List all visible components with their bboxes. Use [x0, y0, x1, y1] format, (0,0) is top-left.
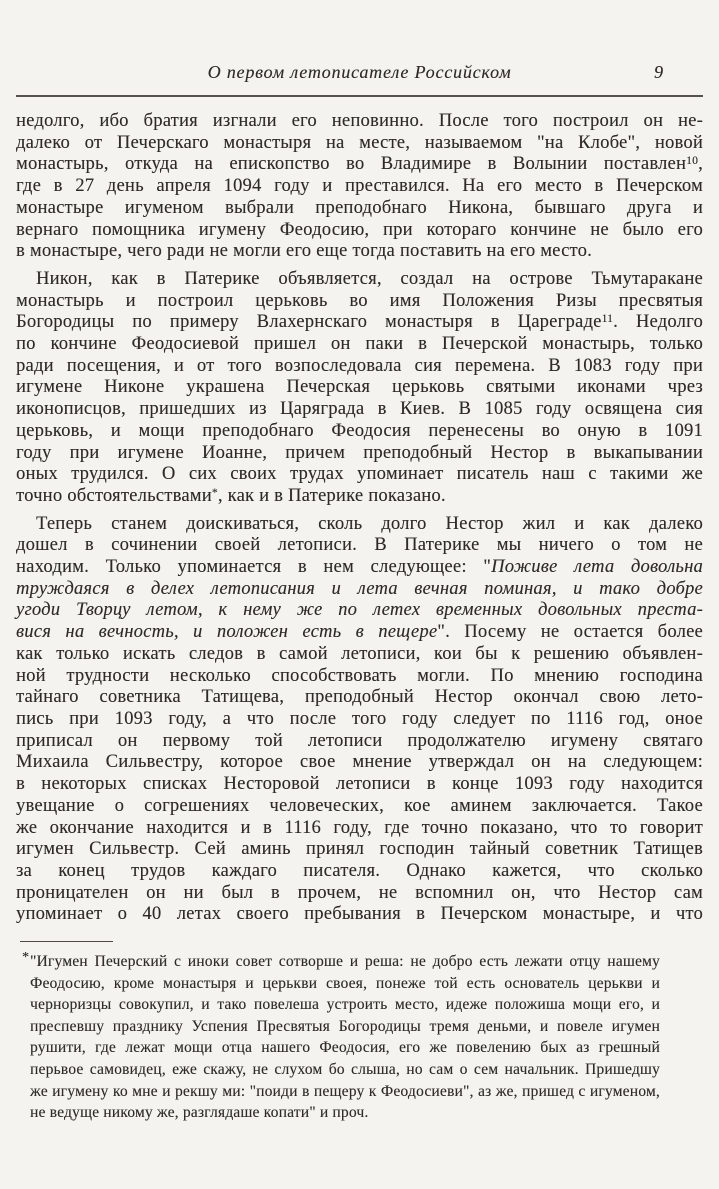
text-line	[16, 198, 703, 220]
text-segment: недолго, ибо братия изгнали его неповинно. После того построил он не-	[16, 111, 703, 131]
text-segment: монастыре игуменом выбрали преподобнаго Никона, бывшаго друга и	[16, 197, 703, 218]
text-segment: монастырь, откуда на епископство во Владимире в Волынии поставлен	[16, 154, 687, 175]
text-segment: ,	[698, 154, 703, 175]
text-line	[16, 709, 703, 731]
footnote-line: черноризцы совокупил, и тако повелеша устроить место, идеже положиша мощи его, и	[30, 996, 660, 1014]
text-line	[16, 644, 703, 666]
superscript-reference: 11	[601, 313, 614, 326]
page-header	[16, 58, 703, 86]
text-line	[16, 687, 703, 709]
text-line	[16, 774, 703, 796]
text-segment: Михаила Сильвестру, которое свое мнение утверждал он на следующем:	[16, 752, 703, 773]
text-segment: где в 27 день апреля 1094 году и преставился. На его место в Печерском	[16, 176, 703, 197]
text-segment: игумене Никоне украшена Печерская церьковь святыми иконами чрез	[16, 377, 703, 398]
text-segment: . Недолго	[613, 312, 704, 333]
text-line	[16, 883, 703, 905]
text-line	[16, 557, 703, 579]
text-segment: церьковь, и мощи преподобнаго Феодосия перенесены во оную в 1091	[16, 420, 703, 441]
footnote-rule	[20, 941, 113, 942]
text-segment: как только искать следов в самой летописи, кои бы к решению объявлен-	[16, 643, 703, 664]
text-line	[16, 176, 703, 198]
text-line	[16, 421, 703, 443]
footnote-line: преспевшу празднику Успения Пресвятыя Богородицы тремя деньми, и повеле игумен	[30, 1017, 660, 1035]
text-line	[16, 796, 703, 818]
text-segment: по кончине Феодосиевой пришел он паки в Печерской монастырь, только	[16, 334, 703, 355]
text-line	[16, 839, 703, 861]
text-line	[16, 535, 703, 557]
text-segment: дошел в сочинении своей летописи. В Патерике мы ничего о том не	[16, 535, 703, 556]
footnote-line: рушити, где лежат мощи отца нашего Феодосия, его же повелению бых аз грешный	[30, 1039, 660, 1057]
footnote	[22, 950, 660, 1124]
text-segment: иконописцов, пришедших из Царяграда в Киев. В 1085 году освящена сия	[16, 399, 703, 420]
text-segment: угоди Творцу летом, к нему же по летех временных довольных преста-	[16, 600, 703, 621]
superscript-reference: *	[211, 486, 218, 499]
text-line	[16, 904, 703, 926]
text-segment: в монастыре, чего ради не могли его еще тогда поставить на его место.	[16, 241, 593, 262]
text-line	[16, 818, 703, 840]
text-line	[16, 622, 703, 644]
paragraph	[16, 514, 703, 926]
superscript-reference: 10	[686, 155, 699, 168]
text-segment: ради посещения, и от того возпоследовала сия перемена. В 1083 году при	[16, 355, 703, 376]
header-rule	[16, 95, 703, 97]
text-line	[16, 269, 703, 291]
text-segment: находим. Только упоминается в нем следующее: "	[16, 557, 492, 578]
text-line	[16, 666, 703, 688]
text-segment: вися на вечность, и положен есть в пещере	[16, 622, 438, 643]
footnote-line: перьвое самовидец, еже скажу, не слухом бо слыша, но сам о сем начальник. Пришедшу	[30, 1060, 660, 1078]
footnote-line: же игумену ко мне и рекшу ми: "поиди в пещеру к Феодосиеви", аз же, пришед с игуменом,	[30, 1082, 660, 1100]
text-segment: Поживе лета довольна	[491, 557, 703, 578]
text-line	[16, 443, 703, 465]
paragraph	[16, 111, 703, 263]
footnote-marker: *	[22, 950, 30, 966]
text-line	[16, 334, 703, 356]
text-line	[16, 241, 703, 263]
text-segment: Богородицы по примеру Влахернскаго монастыря в Цареграде	[16, 312, 602, 333]
text-line	[16, 514, 703, 536]
text-segment: за конец трудов каждаго писателя. Однако кажется, что сколько	[16, 860, 703, 881]
text-segment: Теперь станем доискиваться, сколь долго Нестор жил и как далеко	[36, 513, 703, 534]
text-line	[16, 154, 703, 176]
text-line	[16, 752, 703, 774]
text-segment: же окончание находится и в 1116 году, где точно показано, что то говорит	[16, 817, 703, 838]
text-segment: монастырь и построил церьковь во имя Положения Ризы пресвятыя	[16, 290, 703, 311]
page-number: 9	[654, 62, 663, 82]
text-segment: приписал он первому той летописи продолжателю игумену святаго	[16, 730, 703, 751]
text-line	[16, 220, 703, 242]
text-line	[16, 486, 703, 508]
text-line	[16, 399, 703, 421]
text-segment: труждаяся в делех летописания и лета вечная поминая, и тако добре	[16, 578, 703, 599]
text-segment: вернаго помощника игумену Феодосию, при котораго кончине не было его	[16, 219, 703, 240]
text-line	[16, 464, 703, 486]
text-segment: оных трудился. О сих своих трудах упоминает писатель наш с такими же	[16, 464, 703, 485]
text-segment: проницателен он ни был в прочем, не вспомнил он, что Нестор сам	[16, 882, 703, 903]
text-segment: , как и в Патерике показано.	[217, 485, 446, 506]
footnote-line: Феодосию, кроме монастыря и церькви своея, понеже той есть основатель церькви и	[30, 974, 660, 992]
body-text	[16, 111, 703, 926]
footnote-lines	[30, 951, 660, 1124]
text-segment: игумен Сильвестр. Сей аминь принял господин тайный советник Татищев	[16, 839, 703, 860]
paragraph	[16, 269, 703, 508]
text-segment: Никон, как в Патерике объявляется, создал на острове Тьмутаракане	[36, 268, 703, 289]
text-segment: ". Посему не остается более	[437, 622, 703, 643]
footnote-line: не ведуще никому же, разглядаше копати" и проч.	[30, 1104, 369, 1122]
text-segment: точно обстоятельствами	[16, 485, 212, 506]
text-line	[16, 600, 703, 622]
text-segment: упоминает о 40 летах своего пребывания в Печерском монастыре, и что	[16, 904, 703, 925]
text-line	[16, 731, 703, 753]
footnote-line: "Игумен Печерский с иноки совет сотворше и реша: не добро есть лежати отцу нашему	[30, 953, 660, 971]
text-line	[16, 111, 703, 133]
text-line	[16, 291, 703, 313]
text-segment: далеко от Печерскаго монастыря на месте, называемом "на Клобе", новой	[16, 132, 703, 153]
text-segment: ной трудности несколько способствовать могли. По мнению господина	[16, 665, 703, 686]
text-segment: году при игумене Иоанне, причем преподобный Нестор в выкапывании	[16, 442, 703, 463]
text-segment: тайнаго советника Татищева, преподобный Нестор окончал свою лето-	[16, 687, 703, 708]
text-line	[16, 133, 703, 155]
text-line	[16, 579, 703, 601]
text-segment: в некоторых списках Несторовой летописи в конце 1093 году находится	[16, 774, 703, 795]
text-line	[16, 356, 703, 378]
text-line	[16, 377, 703, 399]
text-segment: увещание о согрешениях человеческих, кое аминем заключается. Такое	[16, 795, 703, 816]
text-line	[16, 312, 703, 334]
text-line	[16, 861, 703, 883]
page-title: О первом летописателе Российском	[207, 62, 512, 82]
text-segment: пись при 1093 году, а что после того году следует по 1116 год, оное	[16, 708, 703, 729]
